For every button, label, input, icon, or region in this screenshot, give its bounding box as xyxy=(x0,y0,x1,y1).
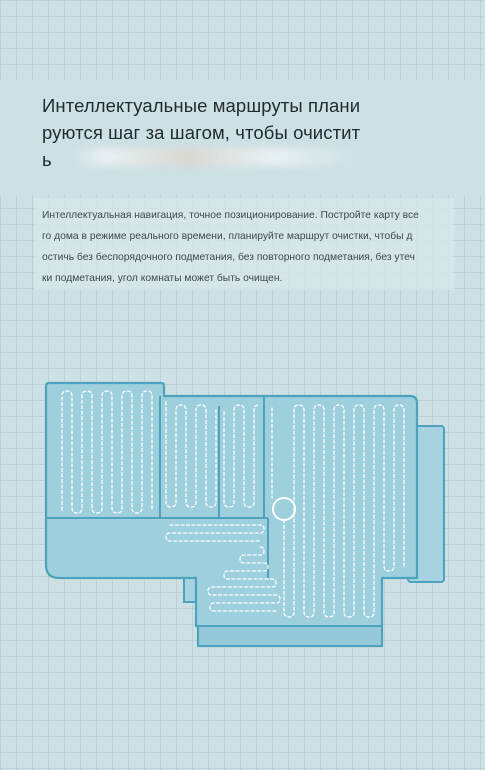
map-bottom-strip xyxy=(198,626,382,646)
description-line-4: ки подметания, угол комнаты может быть очищен. xyxy=(42,273,283,284)
description-line-3: остичь без беспорядочного подметания, без повторного подметания, без утеч xyxy=(42,252,415,263)
map-outline xyxy=(46,383,417,646)
headline-line-2: руются шаг за шагом, чтобы очистит xyxy=(42,122,361,143)
description-line-1: Интеллектуальная навигация, точное позиционирование. Постройте карту все xyxy=(42,210,419,221)
description-line-2: го дома в режиме реального времени, планируйте маршрут очистки, чтобы д xyxy=(42,231,413,242)
headline-line-1: Интеллектуальные маршруты плани xyxy=(42,95,361,116)
headline-line-3: ь xyxy=(42,149,52,170)
